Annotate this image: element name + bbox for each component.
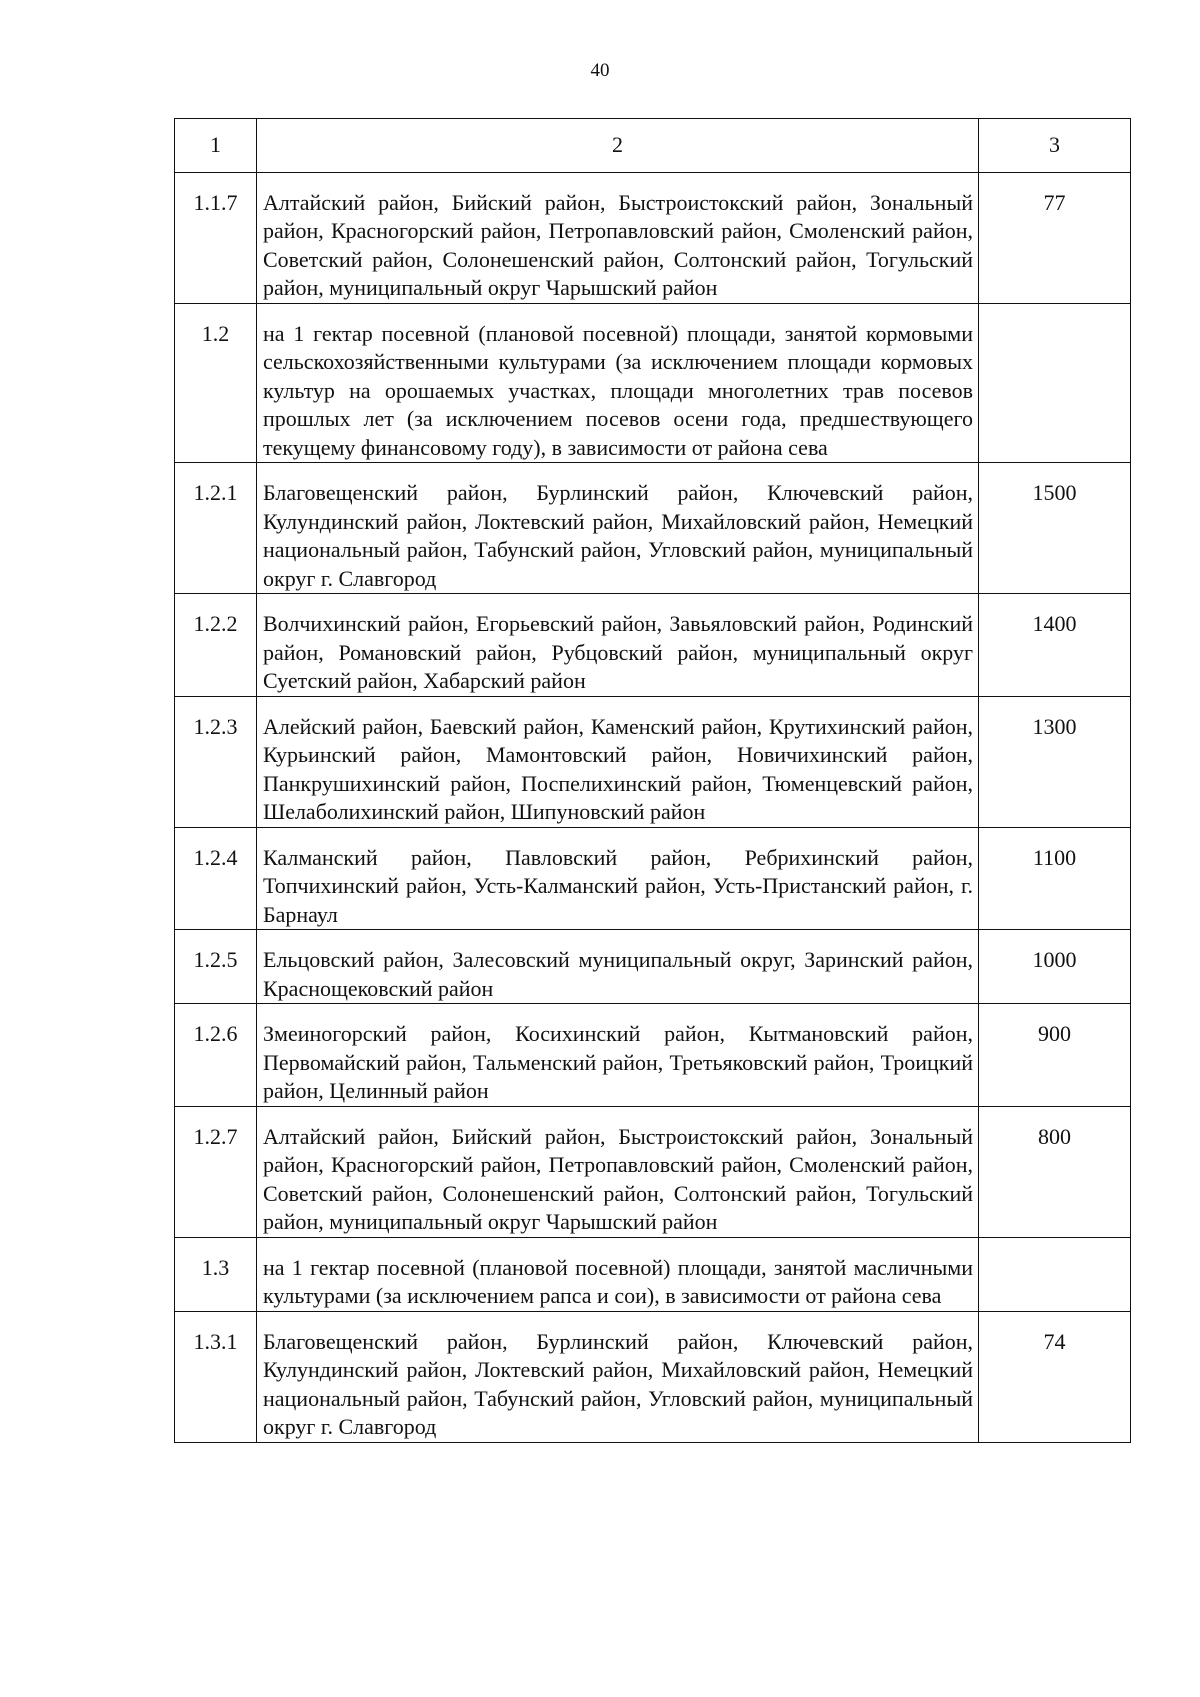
table-row	[175, 1004, 1131, 1107]
row-number-cell: 1.2.1	[175, 463, 257, 594]
row-number-cell: 1.2.4	[175, 827, 257, 930]
row-description-cell: Благовещенский район, Бурлинский район, Ключевский район, Кулундинский район, Локтевский район, Михайловский район, Немецкий национальный район, Табунский район, Угловский район, муниципальный округ г. Славгород	[257, 463, 979, 594]
row-number-cell: 1.3	[175, 1237, 257, 1311]
row-value-cell: 800	[979, 1106, 1131, 1237]
row-description-cell: Калманский район, Павловский район, Ребрихинский район, Топчихинский район, Усть-Калманский район, Усть-Пристанский район, г. Барнаул	[257, 827, 979, 930]
row-description-cell: на 1 гектар посевной (плановой посевной) площади, занятой масличными культурами (за исключением рапса и сои), в зависимости от района сева	[257, 1237, 979, 1311]
row-number-cell: 1.1.7	[175, 172, 257, 303]
row-description-cell: на 1 гектар посевной (плановой посевной) площади, занятой кормовыми сельскохозяйственными культурами (за исключением площади кормовых культур на орошаемых участках, площади многолетних трав посевов прошлых лет (за исключением посевов осени года, предшествующего текущему финансовому году), в зависимости от района сева	[257, 303, 979, 463]
row-value-cell: 77	[979, 172, 1131, 303]
row-value-cell	[979, 1237, 1131, 1311]
row-description-cell: Алтайский район, Бийский район, Быстроистокский район, Зональный район, Красногорский район, Петропавловский район, Смоленский район, Советский район, Солонешенский район, Солтонский район, Тогульский район, муниципальный округ Чарышский район	[257, 172, 979, 303]
row-value-cell: 1500	[979, 463, 1131, 594]
row-number-cell: 1.2.3	[175, 696, 257, 827]
row-value-cell	[979, 303, 1131, 463]
table-row	[175, 696, 1131, 827]
row-description-cell: Ельцовский район, Залесовский муниципальный округ, Заринский район, Краснощековский район	[257, 930, 979, 1004]
row-value-cell: 1300	[979, 696, 1131, 827]
row-number-cell: 1.2	[175, 303, 257, 463]
table-row	[175, 1311, 1131, 1442]
row-value-cell: 900	[979, 1004, 1131, 1107]
row-description-cell: Алейский район, Баевский район, Каменский район, Крутихинский район, Курьинский район, Мамонтовский район, Новичихинский район, Панкрушихинский район, Поспелихинский район, Тюменцевский район, Шелаболихинский район, Шипуновский район	[257, 696, 979, 827]
row-value-cell: 1400	[979, 594, 1131, 697]
header-cell-2: 2	[257, 119, 979, 173]
row-number-cell: 1.3.1	[175, 1311, 257, 1442]
header-cell-1: 1	[175, 119, 257, 173]
row-description-cell: Алтайский район, Бийский район, Быстроистокский район, Зональный район, Красногорский район, Петропавловский район, Смоленский район, Советский район, Солонешенский район, Солтонский район, Тогульский район, муниципальный округ Чарышский район	[257, 1106, 979, 1237]
table-row	[175, 594, 1131, 697]
table-row	[175, 1237, 1131, 1311]
table-row	[175, 1106, 1131, 1237]
table-row	[175, 463, 1131, 594]
row-number-cell: 1.2.6	[175, 1004, 257, 1107]
row-description-cell: Благовещенский район, Бурлинский район, Ключевский район, Кулундинский район, Локтевский район, Михайловский район, Немецкий национальный район, Табунский район, Угловский район, муниципальный округ г. Славгород	[257, 1311, 979, 1442]
row-value-cell: 74	[979, 1311, 1131, 1442]
row-value-cell: 1000	[979, 930, 1131, 1004]
table-row	[175, 827, 1131, 930]
row-number-cell: 1.2.2	[175, 594, 257, 697]
table-row	[175, 303, 1131, 463]
data-table	[174, 118, 1131, 1443]
page-number: 40	[590, 60, 610, 81]
table-row	[175, 172, 1131, 303]
row-description-cell: Волчихинский район, Егорьевский район, Завьяловский район, Родинский район, Романовский район, Рубцовский район, муниципальный округ Суетский район, Хабарский район	[257, 594, 979, 697]
row-number-cell: 1.2.7	[175, 1106, 257, 1237]
table-header-row	[175, 119, 1131, 173]
header-cell-3: 3	[979, 119, 1131, 173]
row-number-cell: 1.2.5	[175, 930, 257, 1004]
row-description-cell: Змеиногорский район, Косихинский район, Кытмановский район, Первомайский район, Тальменский район, Третьяковский район, Троицкий район, Целинный район	[257, 1004, 979, 1107]
table-row	[175, 930, 1131, 1004]
row-value-cell: 1100	[979, 827, 1131, 930]
